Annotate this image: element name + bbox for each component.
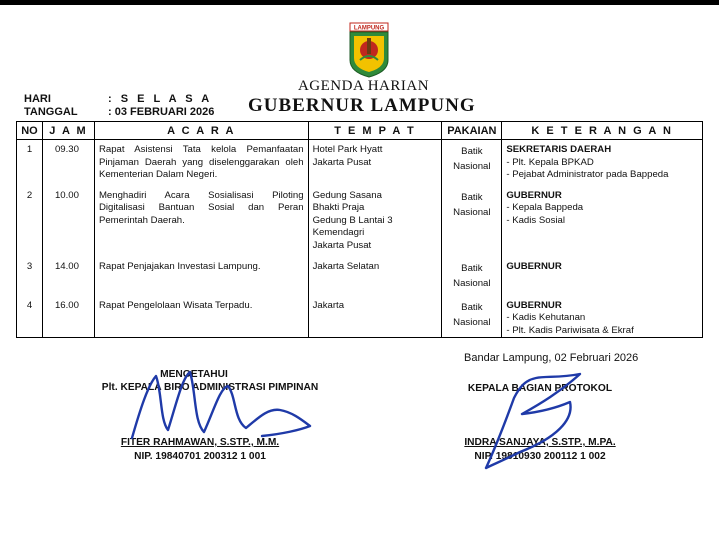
right-signer-title: KEPALA BAGIAN PROTOKOL — [467, 383, 613, 394]
pakaian-line: Nasional — [453, 161, 491, 172]
tempat-line: Kemendagri — [312, 227, 365, 238]
ket-head: GUBERNUR — [506, 299, 562, 311]
tempat-line: Hotel Park Hyatt — [312, 144, 383, 155]
cell-acara: Rapat Asistensi Tata kelola Pemanfaatan Pinjaman Daerah yang diselenggarakan oleh Kementerian Dalam Negeri. — [94, 140, 308, 186]
ket-item: - Kadis Sosial — [506, 214, 565, 226]
left-signature — [132, 372, 310, 438]
cell-jam: 10.00 — [42, 186, 94, 257]
tempat-line: Bhakti Praja — [312, 202, 365, 213]
ket-item: - Pejabat Administrator pada Bappeda — [506, 169, 669, 180]
tempat-line: Gedung Sasana — [312, 189, 382, 201]
cell-jam: 14.00 — [42, 257, 94, 296]
pakaian-line: Nasional — [453, 277, 491, 289]
day-label: HARI — [24, 93, 51, 105]
emblem-text: LAMPUNG — [353, 25, 385, 32]
tempat-line: Gedung B Lantai 3 — [312, 214, 393, 226]
col-header-acara: A C A R A — [94, 122, 308, 140]
col-header-no: NO — [17, 122, 43, 140]
cell-acara: Rapat Pengelolaan Wisata Terpadu. — [94, 296, 308, 338]
cell-no: 3 — [17, 257, 43, 296]
governor-title: GUBERNUR LAMPUNG — [248, 95, 476, 116]
day-value: : S E L A S A — [108, 93, 213, 105]
cell-jam: 16.00 — [42, 296, 94, 338]
cell-jam: 09.30 — [42, 140, 94, 186]
col-header-pakaian: PAKAIAN — [442, 122, 502, 140]
ket-item: - Plt. Kepala BPKAD — [506, 156, 594, 168]
ket-item: - Plt. Kadis Pariwisata & Ekraf — [506, 324, 634, 336]
right-signature — [486, 374, 580, 468]
ket-head: GUBERNUR — [506, 260, 562, 272]
pakaian-line: Nasional — [453, 206, 491, 218]
known-by-label: MENGETAHUI — [160, 369, 228, 380]
ket-item: - Kepala Bappeda — [506, 202, 584, 213]
date-label: TANGGAL — [24, 106, 78, 118]
pakaian-line: Batik — [461, 191, 483, 203]
right-signer-nip: NIP. 19810930 200112 1 002 — [474, 451, 606, 462]
ket-head: SEKRETARIS DAERAH — [506, 144, 612, 155]
ket-head: GUBERNUR — [506, 189, 562, 201]
left-signer-title: Plt. KEPALA BIRO ADMINISTRASI PIMPINAN — [101, 382, 319, 393]
pakaian-line: Batik — [461, 262, 483, 274]
col-header-jam: J A M — [42, 122, 94, 140]
cell-acara: Menghadiri Acara Sosialisasi Piloting Digitalisasi Bantuan Sosial dan Peran Pemerintah Daerah. — [94, 186, 308, 257]
left-signer-nip: NIP. 19840701 200312 1 001 — [134, 451, 266, 462]
pakaian-line: Batik — [461, 301, 483, 313]
cell-no: 2 — [17, 186, 43, 257]
cell-no: 1 — [17, 140, 43, 186]
col-header-keterangan: K E T E R A N G A N — [502, 122, 703, 140]
col-header-tempat: T E M P A T — [308, 122, 442, 140]
pakaian-line: Nasional — [453, 316, 491, 328]
cell-acara: Rapat Penjajakan Investasi Lampung. — [94, 257, 308, 296]
tempat-line: Jakarta Selatan — [312, 260, 380, 272]
tempat-line: Jakarta Pusat — [312, 239, 372, 251]
ket-item: - Kadis Kehutanan — [506, 312, 586, 323]
right-signer-name: INDRA SANJAYA, S.STP., M.PA. — [464, 437, 616, 448]
tempat-line: Jakarta — [312, 299, 345, 311]
cell-no: 4 — [17, 296, 43, 338]
place-date: Bandar Lampung, 02 Februari 2026 — [464, 352, 639, 364]
tempat-line: Jakarta Pusat — [312, 156, 372, 168]
date-value: : 03 FEBRUARI 2026 — [108, 106, 215, 118]
agenda-title: AGENDA HARIAN — [297, 78, 430, 94]
left-signer-name: FITER RAHMAWAN, S.STP., M.M. — [120, 437, 280, 448]
pakaian-line: Batik — [461, 146, 483, 157]
